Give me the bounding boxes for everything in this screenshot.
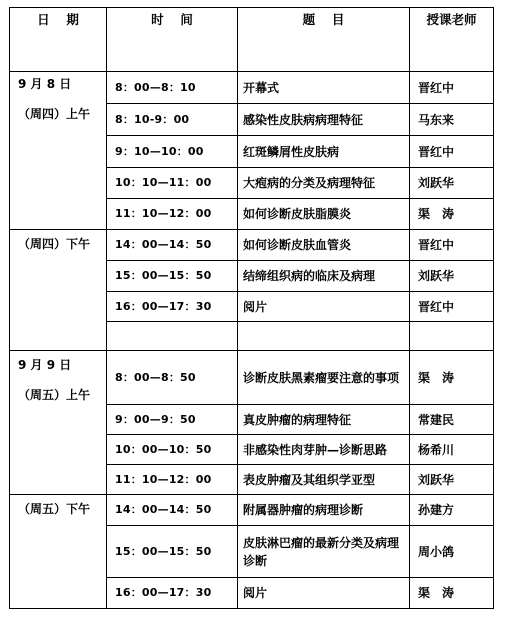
date-cell — [10, 351, 107, 495]
teacher-cell: 晋红中 — [410, 230, 494, 261]
time-cell: 11：10—12：00 — [107, 199, 238, 230]
table-row — [10, 72, 494, 104]
topic-cell: 开幕式 — [238, 72, 410, 104]
session-label: （周四）下午 — [18, 237, 91, 251]
table-row — [10, 351, 494, 405]
topic-cell: 感染性皮肤病病理特征 — [238, 104, 410, 136]
time-cell: 14：00—14：50 — [107, 230, 238, 261]
date-cell — [10, 72, 107, 230]
header-topic: 题 目 — [238, 8, 410, 72]
time-cell: 9：10—10：00 — [107, 136, 238, 168]
topic-cell: 皮肤淋巴瘤的最新分类及病理诊断 — [238, 526, 410, 578]
table-row — [10, 230, 494, 261]
teacher-cell: 渠 涛 — [410, 199, 494, 230]
session-label: （周五）下午 — [18, 502, 91, 516]
topic-cell: 真皮肿瘤的病理特征 — [238, 405, 410, 435]
date-label: 9 月 9 日 — [18, 358, 72, 372]
time-cell: 16：00—17：30 — [107, 292, 238, 322]
teacher-cell: 马东来 — [410, 104, 494, 136]
teacher-cell: 杨希川 — [410, 435, 494, 465]
teacher-cell: 渠 涛 — [410, 351, 494, 405]
time-cell — [107, 322, 238, 351]
teacher-cell: 孙建方 — [410, 495, 494, 526]
date-cell — [10, 495, 107, 609]
time-cell: 11：10—12：00 — [107, 465, 238, 495]
time-cell: 8：00—8：10 — [107, 72, 238, 104]
header-time: 时 间 — [107, 8, 238, 72]
topic-cell: 如何诊断皮肤血管炎 — [238, 230, 410, 261]
date-label: 9 月 8 日 — [18, 77, 72, 91]
teacher-cell: 刘跃华 — [410, 261, 494, 292]
topic-cell: 非感染性肉芽肿—诊断思路 — [238, 435, 410, 465]
topic-cell: 如何诊断皮肤脂膜炎 — [238, 199, 410, 230]
topic-cell: 阅片 — [238, 292, 410, 322]
topic-cell — [238, 322, 410, 351]
time-cell: 8：10-9：00 — [107, 104, 238, 136]
topic-cell: 附属器肿瘤的病理诊断 — [238, 495, 410, 526]
table-row — [10, 495, 494, 526]
topic-cell: 阅片 — [238, 578, 410, 609]
time-cell: 9：00—9：50 — [107, 405, 238, 435]
topic-cell: 大疱病的分类及病理特征 — [238, 168, 410, 199]
time-cell: 10：00—10：50 — [107, 435, 238, 465]
teacher-cell: 晋红中 — [410, 72, 494, 104]
topic-cell: 结缔组织病的临床及病理 — [238, 261, 410, 292]
header-row — [10, 8, 494, 72]
time-cell: 16：00—17：30 — [107, 578, 238, 609]
session-label: （周五）上午 — [18, 388, 91, 402]
teacher-cell: 晋红中 — [410, 136, 494, 168]
time-cell: 10：10—11：00 — [107, 168, 238, 199]
teacher-cell: 刘跃华 — [410, 465, 494, 495]
date-cell — [10, 230, 107, 351]
time-cell: 15：00—15：50 — [107, 261, 238, 292]
teacher-cell: 刘跃华 — [410, 168, 494, 199]
time-cell: 15：00—15：50 — [107, 526, 238, 578]
header-teacher: 授课老师 — [410, 8, 494, 72]
teacher-cell: 周小鸽 — [410, 526, 494, 578]
topic-cell: 红斑鳞屑性皮肤病 — [238, 136, 410, 168]
time-cell: 8：00—8：50 — [107, 351, 238, 405]
header-date: 日 期 — [10, 8, 107, 72]
topic-cell: 表皮肿瘤及其组织学亚型 — [238, 465, 410, 495]
teacher-cell: 渠 涛 — [410, 578, 494, 609]
teacher-cell: 常建民 — [410, 405, 494, 435]
session-label: （周四）上午 — [18, 107, 91, 121]
teacher-cell — [410, 322, 494, 351]
teacher-cell: 晋红中 — [410, 292, 494, 322]
schedule-table — [9, 7, 494, 609]
topic-cell: 诊断皮肤黑素瘤要注意的事项 — [238, 351, 410, 405]
time-cell: 14：00—14：50 — [107, 495, 238, 526]
